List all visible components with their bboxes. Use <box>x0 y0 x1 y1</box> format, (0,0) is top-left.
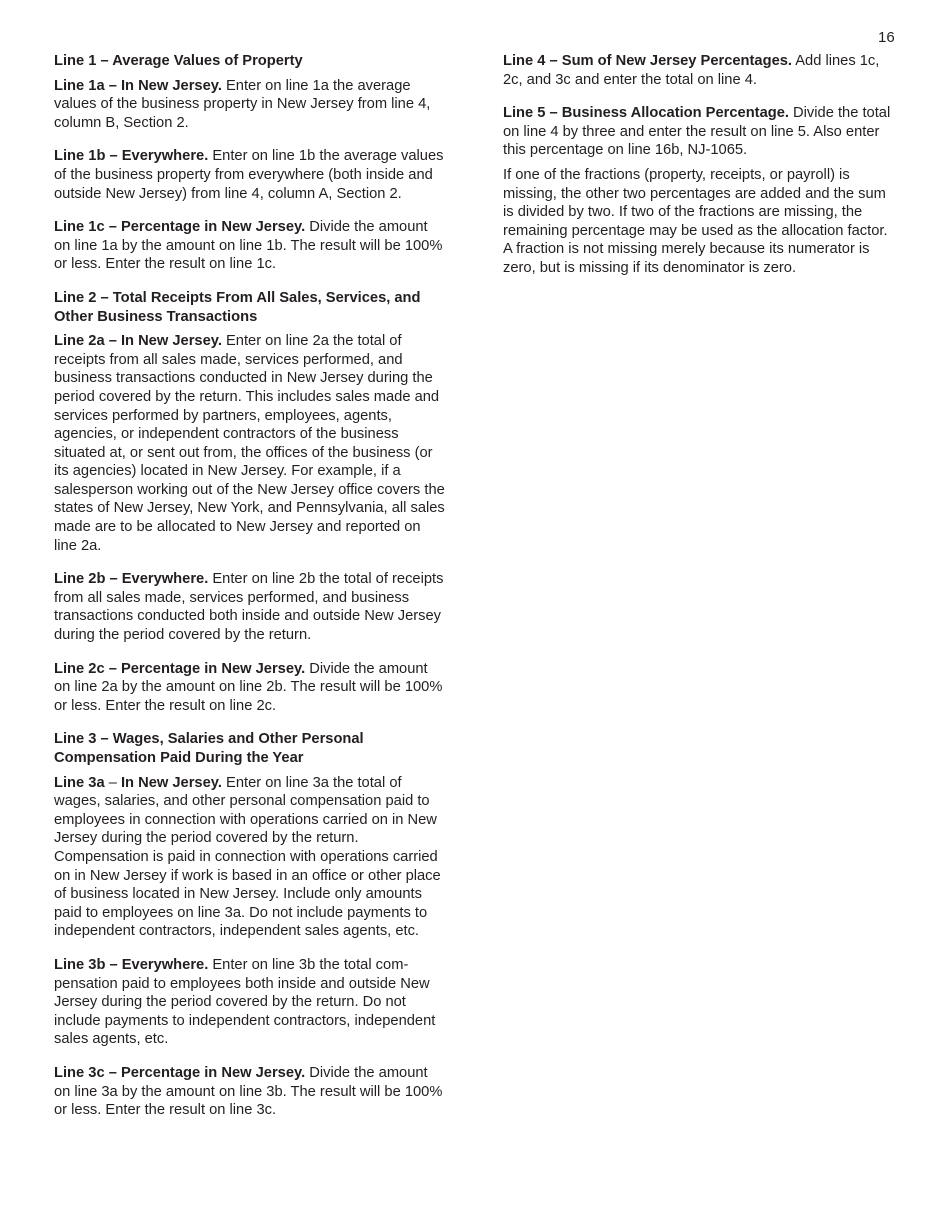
line1c-text: Divide the amount on line 1a by the amount on line 1b. The result will be 100% or less. Enter the result on line 1c. <box>54 219 443 273</box>
line5-text: Divide the total on line 4 by three and enter the result on line 5. Also enter this percentage on line 16b, NJ-1065. <box>503 105 891 159</box>
line3a-text: Enter on line 3a the total of wages, salaries, and other personal compensation paid to employees in connection with operations carried on in New Jersey during the period covered by the return. Compensation is paid in connection with operations carried on in New Jersey if work is based in an office or other place of business located in New Jersey. Include only amounts paid to employees on line 3a. Do not include payments to independent contractors, independent sales agents, etc. <box>54 774 441 940</box>
line1b-text: Enter on line 1b the average values of the business property from everywhere (both inside and outside New Jersey) from line 4, column A, Section 2. <box>54 148 444 202</box>
line1c-label: Line 1c – Percentage in New Jersey. <box>54 219 306 236</box>
line3a-paragraph <box>54 774 446 941</box>
line3b-text: Enter on line 3b the total compensation paid to employees both inside and outside New Jersey during the period covered by the return. Do not include payments to independent contractors, independent sales agents, etc. <box>54 956 436 1048</box>
line2-heading: Line 2 – Total Receipts From All Sales, Services, and Other Business Transactions <box>54 289 421 325</box>
line3b-paragraph <box>54 956 446 1049</box>
line3c-text: Divide the amount on line 3a by the amount on line 3b. The result will be 100% or less. Enter the result on line 3c. <box>54 1064 443 1119</box>
line2c-paragraph <box>54 660 446 716</box>
line1a-text: Enter on line 1a the average values of the business property in New Jersey from line 4, column B, Section 2. <box>54 77 431 131</box>
line2a-text: Enter on line 2a the total of receipts from all sales made, services performed, and business transactions conducted in New Jersey during the period covered by the return. This includes sales made and services performed by partners, employees, agents, agencies, or independent contractors of the business situated at, or sent out from, the offices of the business (or its agencies) located in New Jersey. For example, if a salesperson working out of the New Jersey office covers the states of New Jersey, New York, and Pennsylvania, all sales made are to be allocated to New Jersey and reported on line 2a. <box>54 333 445 554</box>
line1b-label: Line 1b – Everywhere. <box>54 148 209 165</box>
line1b-paragraph <box>54 147 446 203</box>
right-column <box>503 52 895 293</box>
line2a-label: Line 2a – In New Jersey. <box>54 333 222 350</box>
line4-label: Line 4 – Sum of New Jersey Percentages. <box>503 53 792 69</box>
missing-fraction-note: If one of the fractions (property, receipts, or payroll) is missing, the other two percentages are added and the sum is divided by two. If two of the fractions are missing, the remaining percentage may be used as the allocation factor. A fraction is not missing merely because its numerator is zero, but is missing if its denominator is zero. <box>503 166 888 276</box>
line3c-label: Line 3c – Percentage in New Jersey. <box>54 1064 306 1081</box>
line1a-label: Line 1a – In New Jersey. <box>54 77 222 94</box>
line5-label: Line 5 – Business Allocation Percentage. <box>503 105 789 122</box>
line2b-label: Line 2b – Everywhere. <box>54 571 209 588</box>
line5-paragraph <box>503 104 895 160</box>
page-number: 16 <box>878 29 895 46</box>
line2b-text: Enter on line 2b the total of receipts from all sales made, services performed, and business transactions conducted both inside and outside New Jersey during the period covered by the return. <box>54 571 444 644</box>
left-column <box>54 52 446 1135</box>
line1a-paragraph <box>54 77 446 133</box>
line2b-paragraph <box>54 570 446 644</box>
line1-heading: Line 1 – Average Values of Property <box>54 53 303 69</box>
line2c-label: Line 2c – Percentage in New Jersey. <box>54 660 306 677</box>
line3-heading: Line 3 – Wages, Salaries and Other Personal Compensation Paid During the Year <box>54 731 364 766</box>
line4-paragraph <box>503 52 895 89</box>
line3a-label-separator: – <box>104 774 121 791</box>
line1c-paragraph <box>54 218 446 274</box>
line3c-paragraph <box>54 1064 446 1120</box>
line2a-paragraph <box>54 332 446 555</box>
line4-text: Add lines 1c, 2c, and 3c and enter the total on line 4. <box>503 53 880 88</box>
line3a-label-a: Line 3a <box>54 774 105 791</box>
line2c-text: Divide the amount on line 2a by the amount on line 2b. The result will be 100% or less. Enter the result on line 2c. <box>54 660 443 714</box>
line3b-label: Line 3b – Everywhere. <box>54 956 209 973</box>
line3a-label-b: In New Jersey. <box>120 774 222 791</box>
